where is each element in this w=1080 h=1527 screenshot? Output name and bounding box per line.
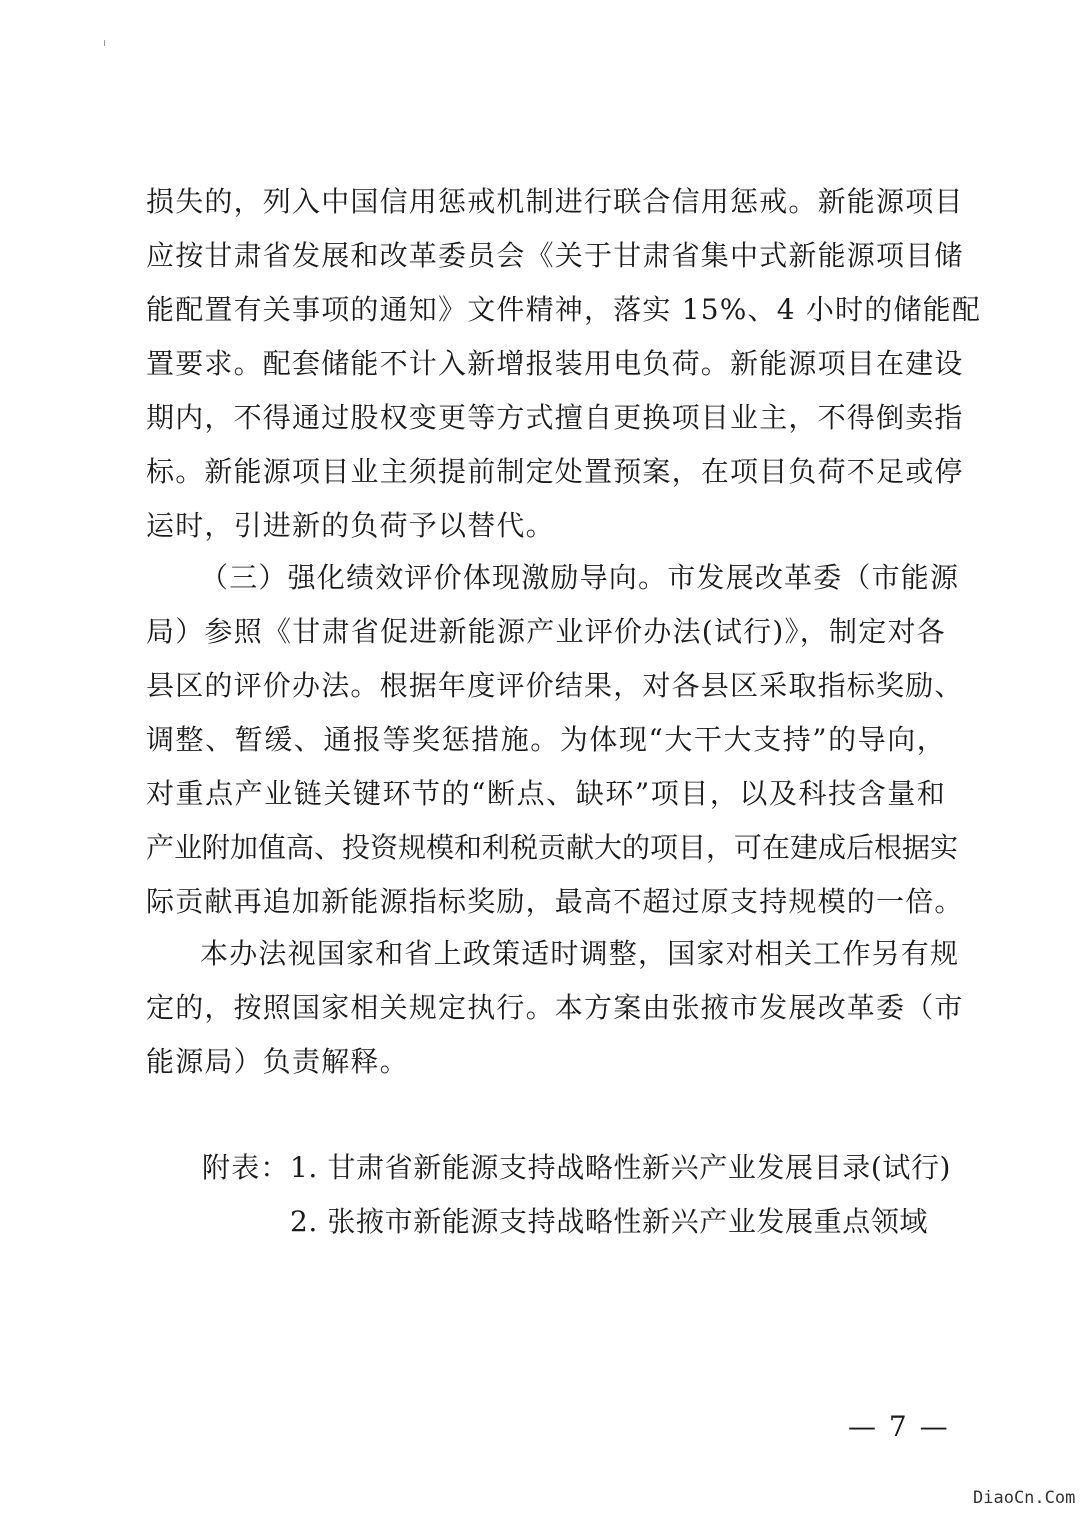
paragraph-line: 县区的评价办法。根据年度评价结果，对各县区采取指标奖励、 — [146, 669, 964, 702]
paragraph-line: 应按甘肃省发展和改革委员会《关于甘肃省集中式新能源项目储 — [146, 239, 964, 272]
paragraph-line: 定的，按照国家相关规定执行。本方案由张掖市发展改革委（市 — [146, 991, 964, 1024]
paragraph-line: （三）强化绩效评价体现激励导向。市发展改革委（市能源 — [200, 561, 960, 594]
attachment-item: 2. 张掖市新能源支持战略性新兴产业发展重点领域 — [290, 1205, 929, 1238]
paragraph-line: 对重点产业链关键环节的“断点、缺环”项目，以及科技含量和 — [146, 777, 946, 810]
paragraph-line: 能配置有关事项的通知》文件精神，落实 15%、4 小时的储能配 — [146, 293, 982, 326]
paragraph-line: 际贡献再追加新能源指标奖励，最高不超过原支持规模的一倍。 — [146, 885, 964, 918]
scan-mark — [104, 40, 105, 46]
paragraph-line: 标。新能源项目业主须提前制定处置预案，在项目负荷不足或停 — [146, 455, 964, 488]
paragraph-line: 本办法视国家和省上政策适时调整，国家对相关工作另有规 — [200, 937, 960, 970]
paragraph-line: 调整、暂缓、通报等奖惩措施。为体现“大干大支持”的导向， — [146, 723, 946, 756]
site-watermark: DiaoCn.Com — [973, 1488, 1076, 1508]
paragraph-line: 能源局）负责解释。 — [146, 1045, 409, 1078]
paragraph-line: 期内，不得通过股权变更等方式擅自更换项目业主，不得倒卖指 — [146, 401, 964, 434]
page-number: — 7 — — [848, 1410, 950, 1443]
paragraph-line: 置要求。配套储能不计入新增报装用电负荷。新能源项目在建设 — [146, 347, 964, 380]
paragraph-line: 损失的，列入中国信用惩戒机制进行联合信用惩戒。新能源项目 — [146, 185, 964, 218]
paragraph-line: 产业附加值高、投资规模和利税贡献大的项目，可在建成后根据实 — [146, 831, 959, 864]
attachments-label: 附表： — [202, 1151, 290, 1184]
paragraph-line: 局）参照《甘肃省促进新能源产业评价办法(试行)》，制定对各 — [146, 615, 946, 648]
paragraph-line: 运时，引进新的负荷予以替代。 — [146, 509, 555, 542]
attachment-item: 1. 甘肃省新能源支持战略性新兴产业发展目录(试行) — [290, 1151, 952, 1184]
